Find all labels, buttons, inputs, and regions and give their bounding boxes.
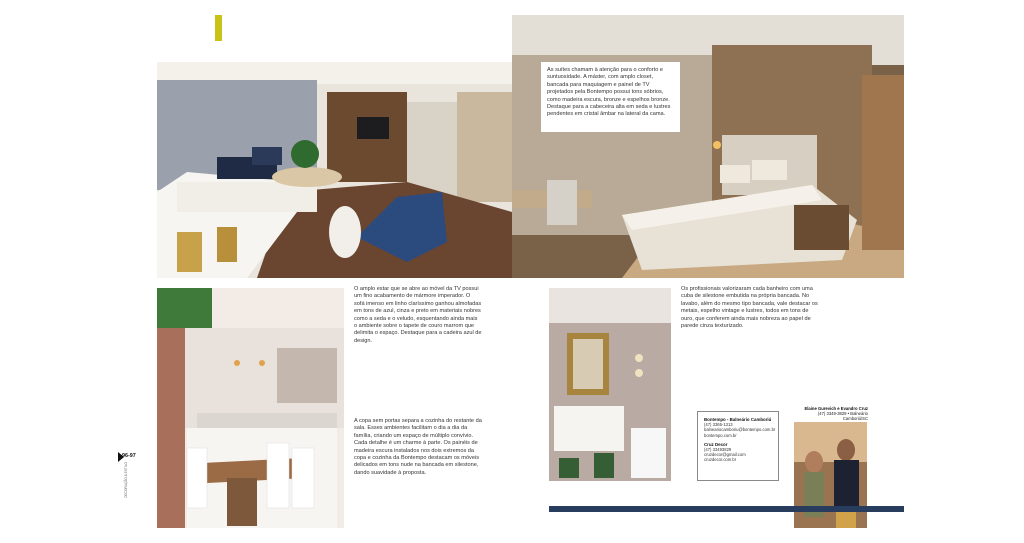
cruz-email: cruzdecor@gmail.com [704,452,746,458]
bedroom-caption: As suítes chamam à atenção para o conforto e suntuosidade. A máster, com amplo closet, bancada para maquiagem e painel de TV projetados pela Bontempo possui tons sóbrios, como madeira escura, bronze e espelhos bronze. Destaque para a cabeceira alta em seda e lustres pendentes em cristal âmbar na lateral da cama. [541,62,680,132]
bathroom-photo [549,288,671,481]
magazine-name: DECORAÇÃO & ESTILO [124,462,128,498]
designers-credit [794,406,868,422]
bontempo-site: bontempo.com.br [704,432,737,438]
bathroom-caption: Os profissionais valorizaram cada banheiro com uma cuba de silestone embutida na própria bancada. No lavabo, além do mesmo tipo bancada, vale destacar os metais, espelho vintage e lustres, todos em tons de ouro, que conferem ainda mais nobreza ao papel de parede cinza texturizado. [681,286,818,330]
cruz-phone: (47) 33493829 [704,447,732,453]
designers-names: Elaine Gurevich e Evandro Cruz [804,406,868,411]
bontempo-name: Bontempo - Balneário Camboriú [704,417,772,422]
accent-bar [215,15,222,41]
cruz-site: cruzdecor.com.br [704,457,737,463]
living-room-photo [157,62,512,278]
bontempo-phone: (47) 3365-1313 [704,422,733,428]
designers-photo [794,422,867,528]
footer-bar [549,506,904,512]
contact-box [697,411,779,481]
cruz-name: Cruz Decor [704,441,728,447]
page-number: 96-97 [122,453,136,459]
bedroom-photo [512,15,904,278]
living-room-caption: O amplo estar que se abre ao móvel da TV possui um fino acabamento de mármore imperador. O sofá imenso em linho claríssimo ganhou almofadas em tons de azul, cinza e preto em materiais nobres como a seda e o veludo, esquentando ainda mais o ambiente sobre o tapete de couro marrom que delimita o espaço. Destaque para a cadeira azul de design. [354,286,482,344]
kitchen-photo [157,288,344,528]
bontempo-email: balneariocamboriu@bontempo.com.br [704,427,776,433]
kitchen-caption: A copa sem portas separa a cozinha do restante da sala. Esses ambientes facilitam o dia a dia da família, criando um espaço de múltiplo convívio. Cada detalhe é um charme à parte. Os painéis de madeira escura instalados nos dois extremos da copa e cozinha da Bontempo destacam os móveis delicados em tons nude na bancada em silestone, dando suavidade à proposta. [354,418,482,476]
designers-details: (47) 3349-3829 • Balneário Camboriú/SC [817,411,868,422]
